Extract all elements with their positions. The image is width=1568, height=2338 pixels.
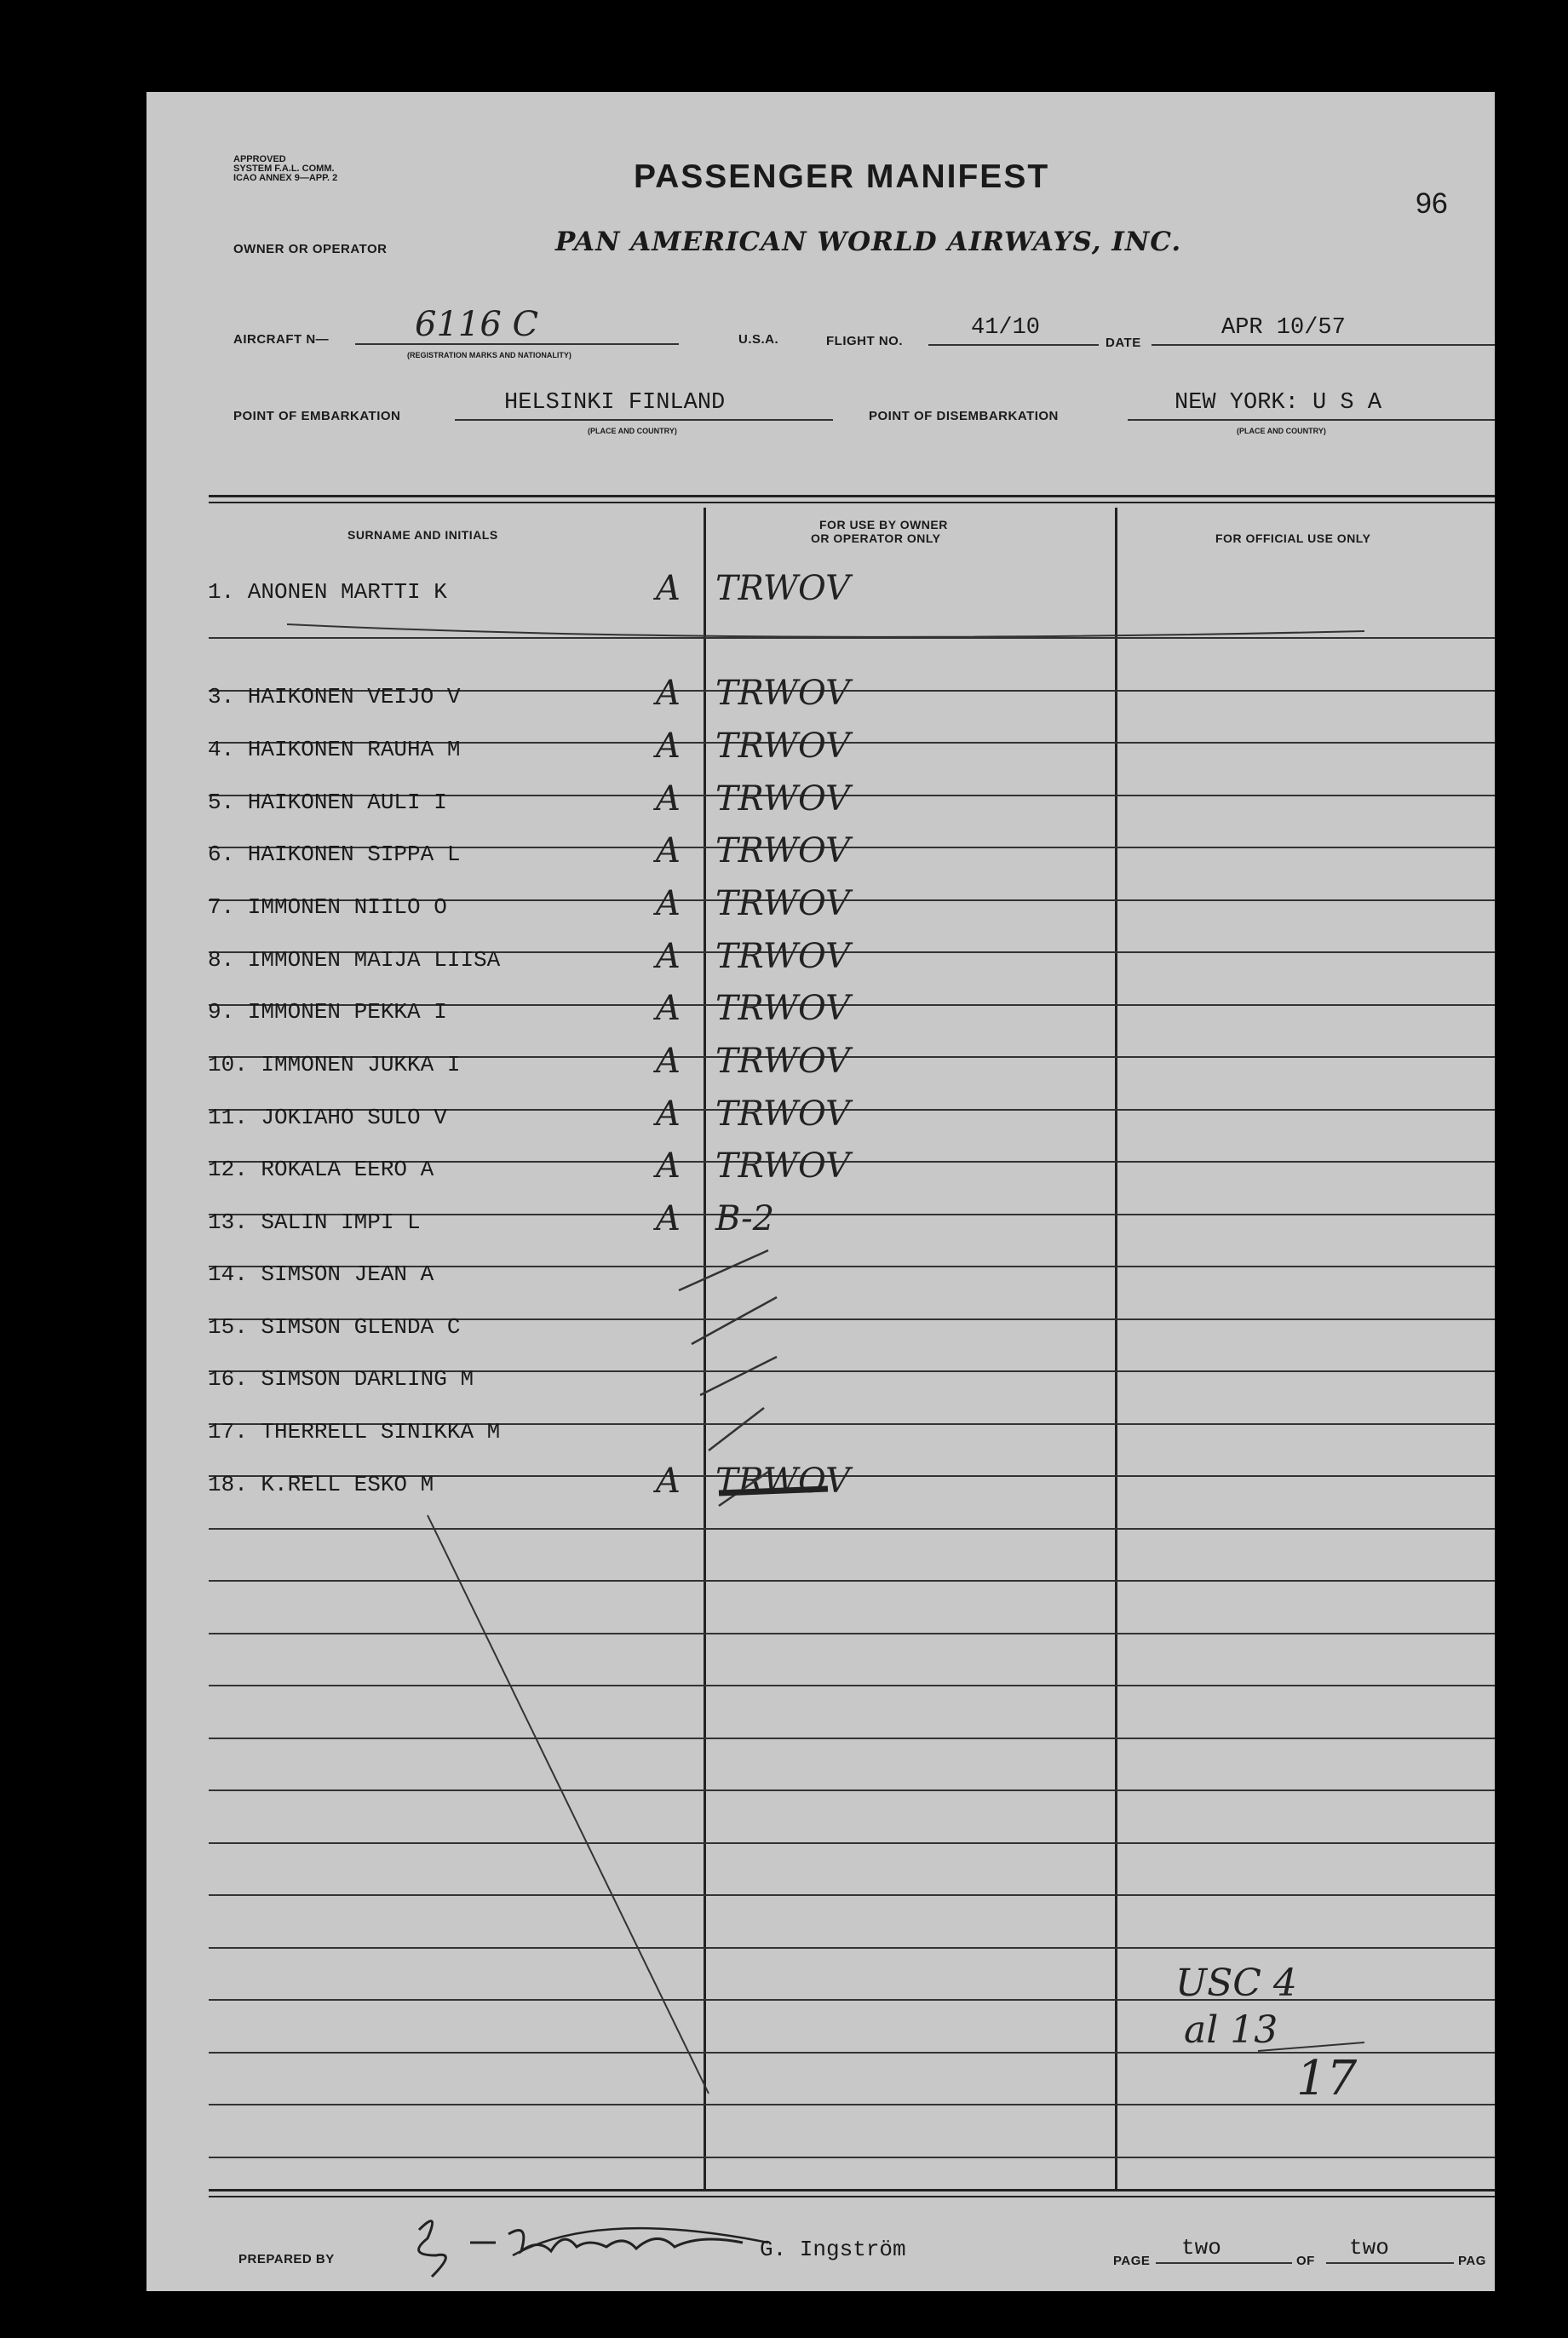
column-header-owner-line2: OR OPERATOR ONLY: [811, 531, 941, 545]
column-header-surname: SURNAME AND INITIALS: [347, 528, 498, 542]
admission-mark: A: [656, 1042, 681, 1081]
approval-line-1: APPROVED: [233, 154, 286, 164]
passenger-name: 12. ROKALA EERO A: [208, 1157, 434, 1182]
visa-code: TRWOV: [715, 989, 851, 1028]
passenger-name: 16. SIMSON DARLING M: [208, 1366, 474, 1392]
column-header-owner-line1: FOR USE BY OWNER: [819, 518, 948, 531]
visa-code: TRWOV: [715, 1094, 851, 1134]
column-header-official: FOR OFFICIAL USE ONLY: [1215, 531, 1371, 545]
aircraft-label: AIRCRAFT N—: [233, 332, 330, 347]
approval-line-2: SYSTEM F.A.L. COMM.: [233, 164, 335, 174]
admission-mark: A: [656, 831, 681, 870]
disembarkation-label: POINT OF DISEMBARKATION: [869, 409, 1059, 423]
aircraft-value: 6116 C: [415, 305, 539, 344]
passenger-name: 18. K.RELL ESKO M: [208, 1472, 434, 1497]
visa-code: TRWOV: [715, 779, 851, 819]
admission-mark: A: [656, 937, 681, 976]
diagonal-cancel-line: [428, 1515, 709, 2094]
manifest-form: [146, 92, 1495, 2291]
date-label: DATE: [1106, 336, 1141, 350]
cancel-row-curve: [287, 624, 1364, 637]
page-reference-number: 96: [1416, 187, 1448, 220]
passenger-name: 14. SIMSON JEAN A: [208, 1261, 434, 1287]
passenger-name: 3. HAIKONEN VEIJO V: [208, 684, 461, 709]
passenger-name: 4. HAIKONEN RAUHA M: [208, 737, 461, 762]
company-name: PAN AMERICAN WORLD AIRWAYS, INC.: [555, 227, 1182, 257]
admission-mark: A: [656, 989, 681, 1028]
visa-code: TRWOV: [715, 727, 851, 766]
tally-line-2: al 13: [1184, 2008, 1278, 2052]
table-bottom-rule: [209, 2189, 1495, 2192]
admission-mark: A: [656, 1199, 681, 1238]
visa-code: TRWOV: [715, 884, 851, 923]
passenger-name: 9. IMMONEN PEKKA I: [208, 999, 447, 1025]
page-value: two: [1181, 2235, 1221, 2260]
visa-code: TRWOV: [715, 569, 851, 608]
passenger-name: 10. IMMONEN JUKKA I: [208, 1052, 461, 1077]
visa-code: TRWOV: [715, 831, 851, 870]
preparer-name: G. Ingström: [760, 2237, 906, 2262]
embarkation-label: POINT OF EMBARKATION: [233, 409, 401, 423]
flight-value: 41/10: [971, 315, 1041, 341]
passenger-name: 5. HAIKONEN AULI I: [208, 790, 447, 815]
admission-mark: A: [656, 1094, 681, 1134]
usa-label: U.S.A.: [738, 332, 779, 347]
visa-code: B-2: [715, 1199, 775, 1238]
passenger-name: 13. SALIN IMPI L: [208, 1209, 421, 1235]
aircraft-caption: (REGISTRATION MARKS AND NATIONALITY): [407, 351, 571, 359]
flight-label: FLIGHT NO.: [826, 334, 903, 348]
slash-mark: [692, 1297, 777, 1344]
disembarkation-caption: (PLACE AND COUNTRY): [1237, 427, 1326, 435]
of-label: OF: [1296, 2254, 1315, 2268]
passenger-name: 8. IMMONEN MAIJA LIISA: [208, 947, 501, 973]
page-label-right: PAG: [1458, 2254, 1486, 2268]
owner-label: OWNER OR OPERATOR: [233, 242, 388, 256]
slash-mark: [700, 1357, 777, 1395]
date-value: APR 10/57: [1221, 315, 1346, 341]
visa-code: TRWOV: [715, 937, 851, 976]
visa-code: TRWOV: [715, 674, 851, 713]
passenger-name: 11. JOKIAHO SULO V: [208, 1105, 447, 1130]
passenger-name: 1. ANONEN MARTTI K: [208, 579, 447, 605]
tally-line-1: USC 4: [1175, 1962, 1297, 2005]
passenger-name: 6. HAIKONEN SIPPA L: [208, 842, 461, 867]
of-underline: [1326, 2262, 1454, 2264]
visa-code: TRWOV: [715, 1042, 851, 1081]
passenger-name: 15. SIMSON GLENDA C: [208, 1314, 461, 1340]
slash-mark: [709, 1408, 764, 1450]
page-label: PAGE: [1113, 2254, 1151, 2268]
admission-mark: A: [656, 1146, 681, 1186]
approval-line-3: ICAO ANNEX 9—APP. 2: [233, 173, 338, 183]
admission-mark: A: [656, 569, 681, 608]
embarkation-caption: (PLACE AND COUNTRY): [588, 427, 677, 435]
struck-out-entry: [719, 1489, 828, 1493]
page-underline: [1156, 2262, 1292, 2264]
table-bottom-rule-2: [209, 2196, 1495, 2197]
of-value: two: [1349, 2235, 1389, 2260]
tally-total: 17: [1296, 2051, 1358, 2106]
admission-mark: A: [656, 1462, 681, 1501]
disembarkation-value: NEW YORK: U S A: [1175, 390, 1382, 416]
embarkation-value: HELSINKI FINLAND: [504, 390, 726, 416]
admission-mark: A: [656, 727, 681, 766]
passenger-name: 7. IMMONEN NIILO O: [208, 894, 447, 920]
admission-mark: A: [656, 884, 681, 923]
slash-mark: [679, 1250, 768, 1290]
prepared-by-label: PREPARED BY: [238, 2252, 335, 2266]
passenger-name: 17. THERRELL SINIKKA M: [208, 1419, 501, 1445]
admission-mark: A: [656, 674, 681, 713]
admission-mark: A: [656, 779, 681, 819]
visa-code: TRWOV: [715, 1462, 851, 1501]
form-title: PASSENGER MANIFEST: [634, 158, 1050, 195]
visa-code: TRWOV: [715, 1146, 851, 1186]
